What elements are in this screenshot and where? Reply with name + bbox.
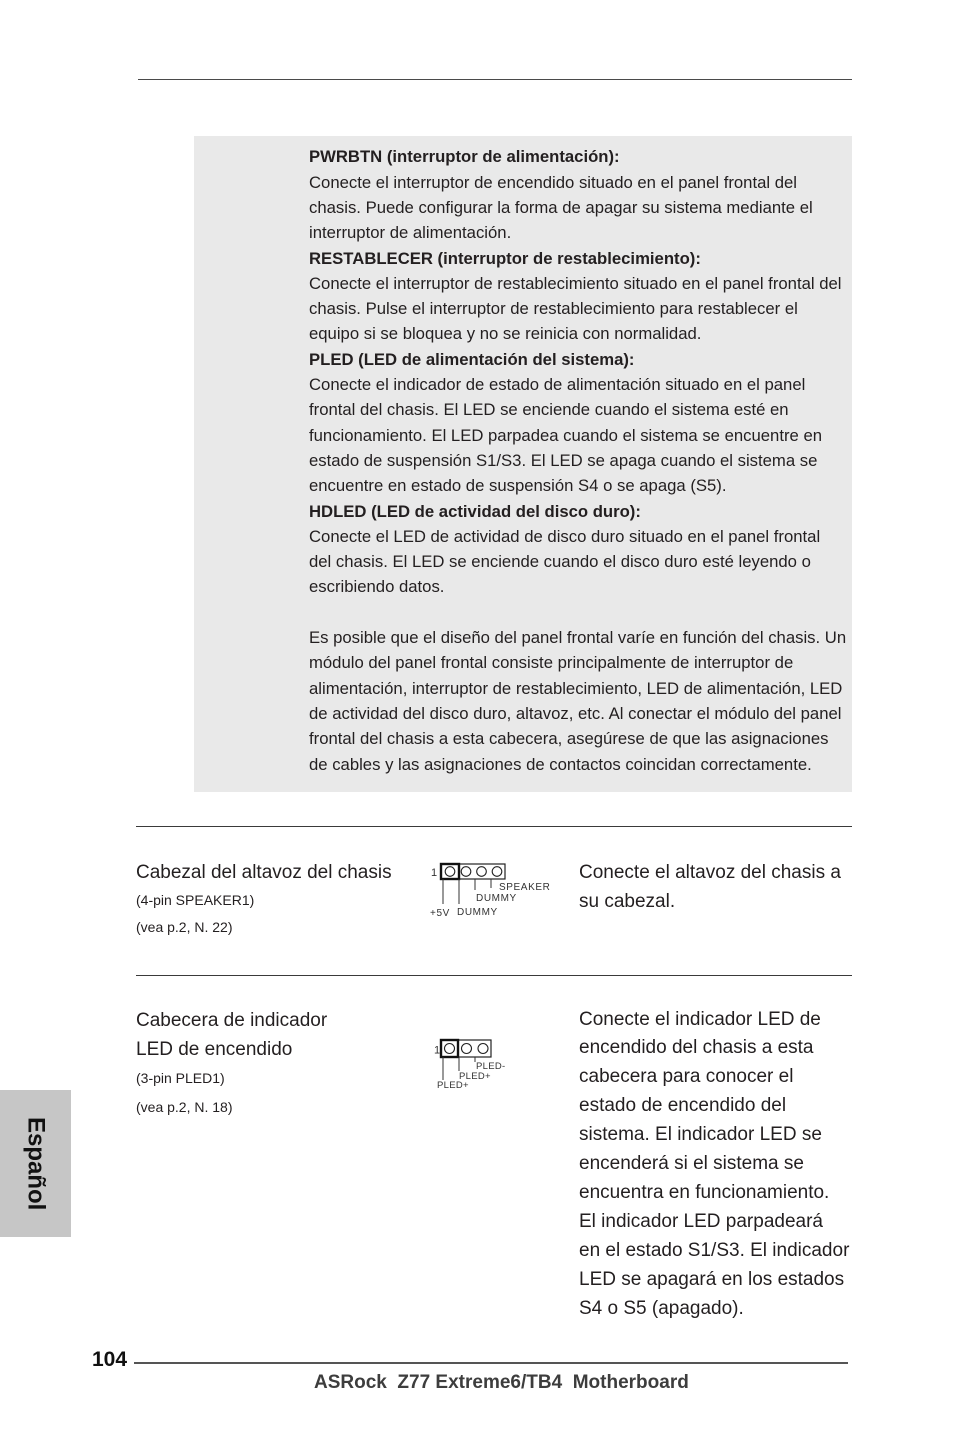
description-line: Conecte el indicador LED de (579, 1008, 821, 1030)
description-line: estado de encendido del (579, 1095, 787, 1117)
front-panel-note (194, 136, 852, 792)
note-line: equipo si se bloquea y no se reinicia con normalidad. (309, 324, 702, 344)
note-heading-hdled: HDLED (LED de actividad del disco duro): (309, 501, 641, 521)
note-heading-reset: RESTABLECER (interruptor de restablecimiento): (309, 248, 701, 268)
note-line: Conecte el LED de actividad de disco duro situado en el panel frontal (309, 526, 821, 546)
pin-label-dummy: DUMMY (476, 893, 517, 904)
description-line: LED se apagará en los estados (579, 1268, 845, 1290)
note-line: chasis. Pulse el interruptor de restablecimiento para restablecer el (309, 299, 798, 319)
note-line: chasis. Puede configurar la forma de apagar su sistema mediante el (309, 197, 813, 217)
speaker-header-info (136, 858, 392, 941)
page-reference: (vea p.2, N. 18) (136, 1098, 233, 1115)
note-line: Conecte el interruptor de restablecimiento situado en el panel frontal del (309, 273, 842, 293)
description-line: encuentra en funcionamiento. (579, 1181, 830, 1203)
page-reference: (vea p.2, N. 22) (136, 918, 233, 935)
note-summary-line: alimentación, interruptor de restablecimiento, LED de alimentación, LED (309, 678, 843, 698)
speaker-pin-diagram (425, 858, 555, 920)
description-line: cabecera para conocer el (579, 1066, 794, 1088)
section-divider (136, 975, 852, 976)
pin-spec: (3-pin PLED1) (136, 1069, 225, 1086)
pin-label-dummy: DUMMY (457, 907, 498, 918)
note-line: del chasis. El LED se enciende cuando el disco duro esté leyendo o (309, 552, 811, 572)
description-line: encenderá si el sistema se (579, 1153, 804, 1175)
note-summary-line: módulo del panel frontal consiste principalmente de interruptor de (309, 653, 794, 673)
pin-1 (445, 867, 455, 877)
description-line: encendido del chasis a esta (579, 1037, 814, 1059)
note-spacer (309, 600, 846, 625)
pin-3 (478, 1044, 488, 1054)
pin1-square (441, 1040, 458, 1057)
note-summary-line: de cables y las asignaciones de contactos coincidan correctamente. (309, 754, 812, 774)
pin-label-pled-plus: PLED+ (459, 1071, 491, 1082)
footer-rule (134, 1362, 848, 1364)
header-title: Cabecera de indicador (136, 1009, 328, 1031)
pin-2 (462, 1044, 472, 1054)
note-summary-line: de actividad del disco duro, altavoz, etc. Al conectar el módulo del panel (309, 703, 842, 723)
header-title: LED de encendido (136, 1038, 293, 1060)
page-number: 104 (92, 1348, 128, 1371)
description-line: sistema. El indicador LED se (579, 1124, 822, 1146)
language-side-tab (0, 1090, 71, 1237)
note-line: frontal del chasis. El LED se enciende cuando el sistema esté en (309, 400, 789, 420)
note-line: estado de suspensión S1/S3. El LED se apaga cuando el sistema se (309, 450, 818, 470)
pin-3 (477, 867, 487, 877)
note-line: Conecte el indicador de estado de alimentación situado en el panel (309, 375, 806, 395)
pin1-marker: 1 (430, 867, 438, 879)
connector-body (441, 1040, 491, 1057)
pin-1 (445, 1044, 455, 1054)
pin1-marker: 1 (433, 1044, 441, 1057)
footer-title: ASRock Z77 Extreme6/TB4 Motherboard (314, 1372, 689, 1393)
note-heading-pled: PLED (LED de alimentación del sistema): (309, 349, 635, 369)
description-line: su cabezal. (579, 890, 676, 912)
pin-label-5v: +5V (430, 908, 450, 919)
description-line: El indicador LED parpadeará (579, 1210, 823, 1232)
note-heading-pwrbtn: PWRBTN (interruptor de alimentación): (309, 147, 620, 167)
speaker-header-description (579, 858, 841, 916)
description-line: en el estado S1/S3. El indicador (579, 1239, 850, 1261)
note-summary-line: frontal del chasis a esta cabecera, asegúrese de que las asignaciones (309, 729, 829, 749)
pled-pin-diagram (428, 1034, 513, 1092)
note-line: encuentre en estado de suspensión S4 o se apaga (S5). (309, 476, 727, 496)
note-line: funcionamiento. El LED parpadea cuando el sistema se encuentre en (309, 425, 823, 445)
pin-4 (492, 867, 502, 877)
description-line: S4 o S5 (apagado). (579, 1297, 744, 1319)
section-divider (136, 826, 852, 827)
note-line: escribiendo datos. (309, 577, 445, 597)
pled-header-info (136, 1006, 327, 1122)
top-rule (138, 79, 852, 80)
pin-2 (461, 867, 471, 877)
pin-label-speaker: SPEAKER (499, 882, 551, 893)
pin-label-pled-plus: PLED+ (437, 1080, 469, 1091)
note-summary-line: Es posible que el diseño del panel frontal varíe en función del chasis. Un (309, 628, 847, 648)
pled-header-description (579, 1006, 849, 1324)
note-line: interruptor de alimentación. (309, 223, 512, 243)
description-line: Conecte el altavoz del chasis a (579, 861, 841, 883)
pin-spec: (4-pin SPEAKER1) (136, 891, 255, 908)
note-line: Conecte el interruptor de encendido situado en el panel frontal del (309, 172, 797, 192)
note-text (309, 144, 846, 776)
header-title: Cabezal del altavoz del chasis (136, 861, 392, 883)
language-label: Español (22, 1116, 50, 1211)
pin-label-pled-minus: PLED- (476, 1061, 506, 1072)
